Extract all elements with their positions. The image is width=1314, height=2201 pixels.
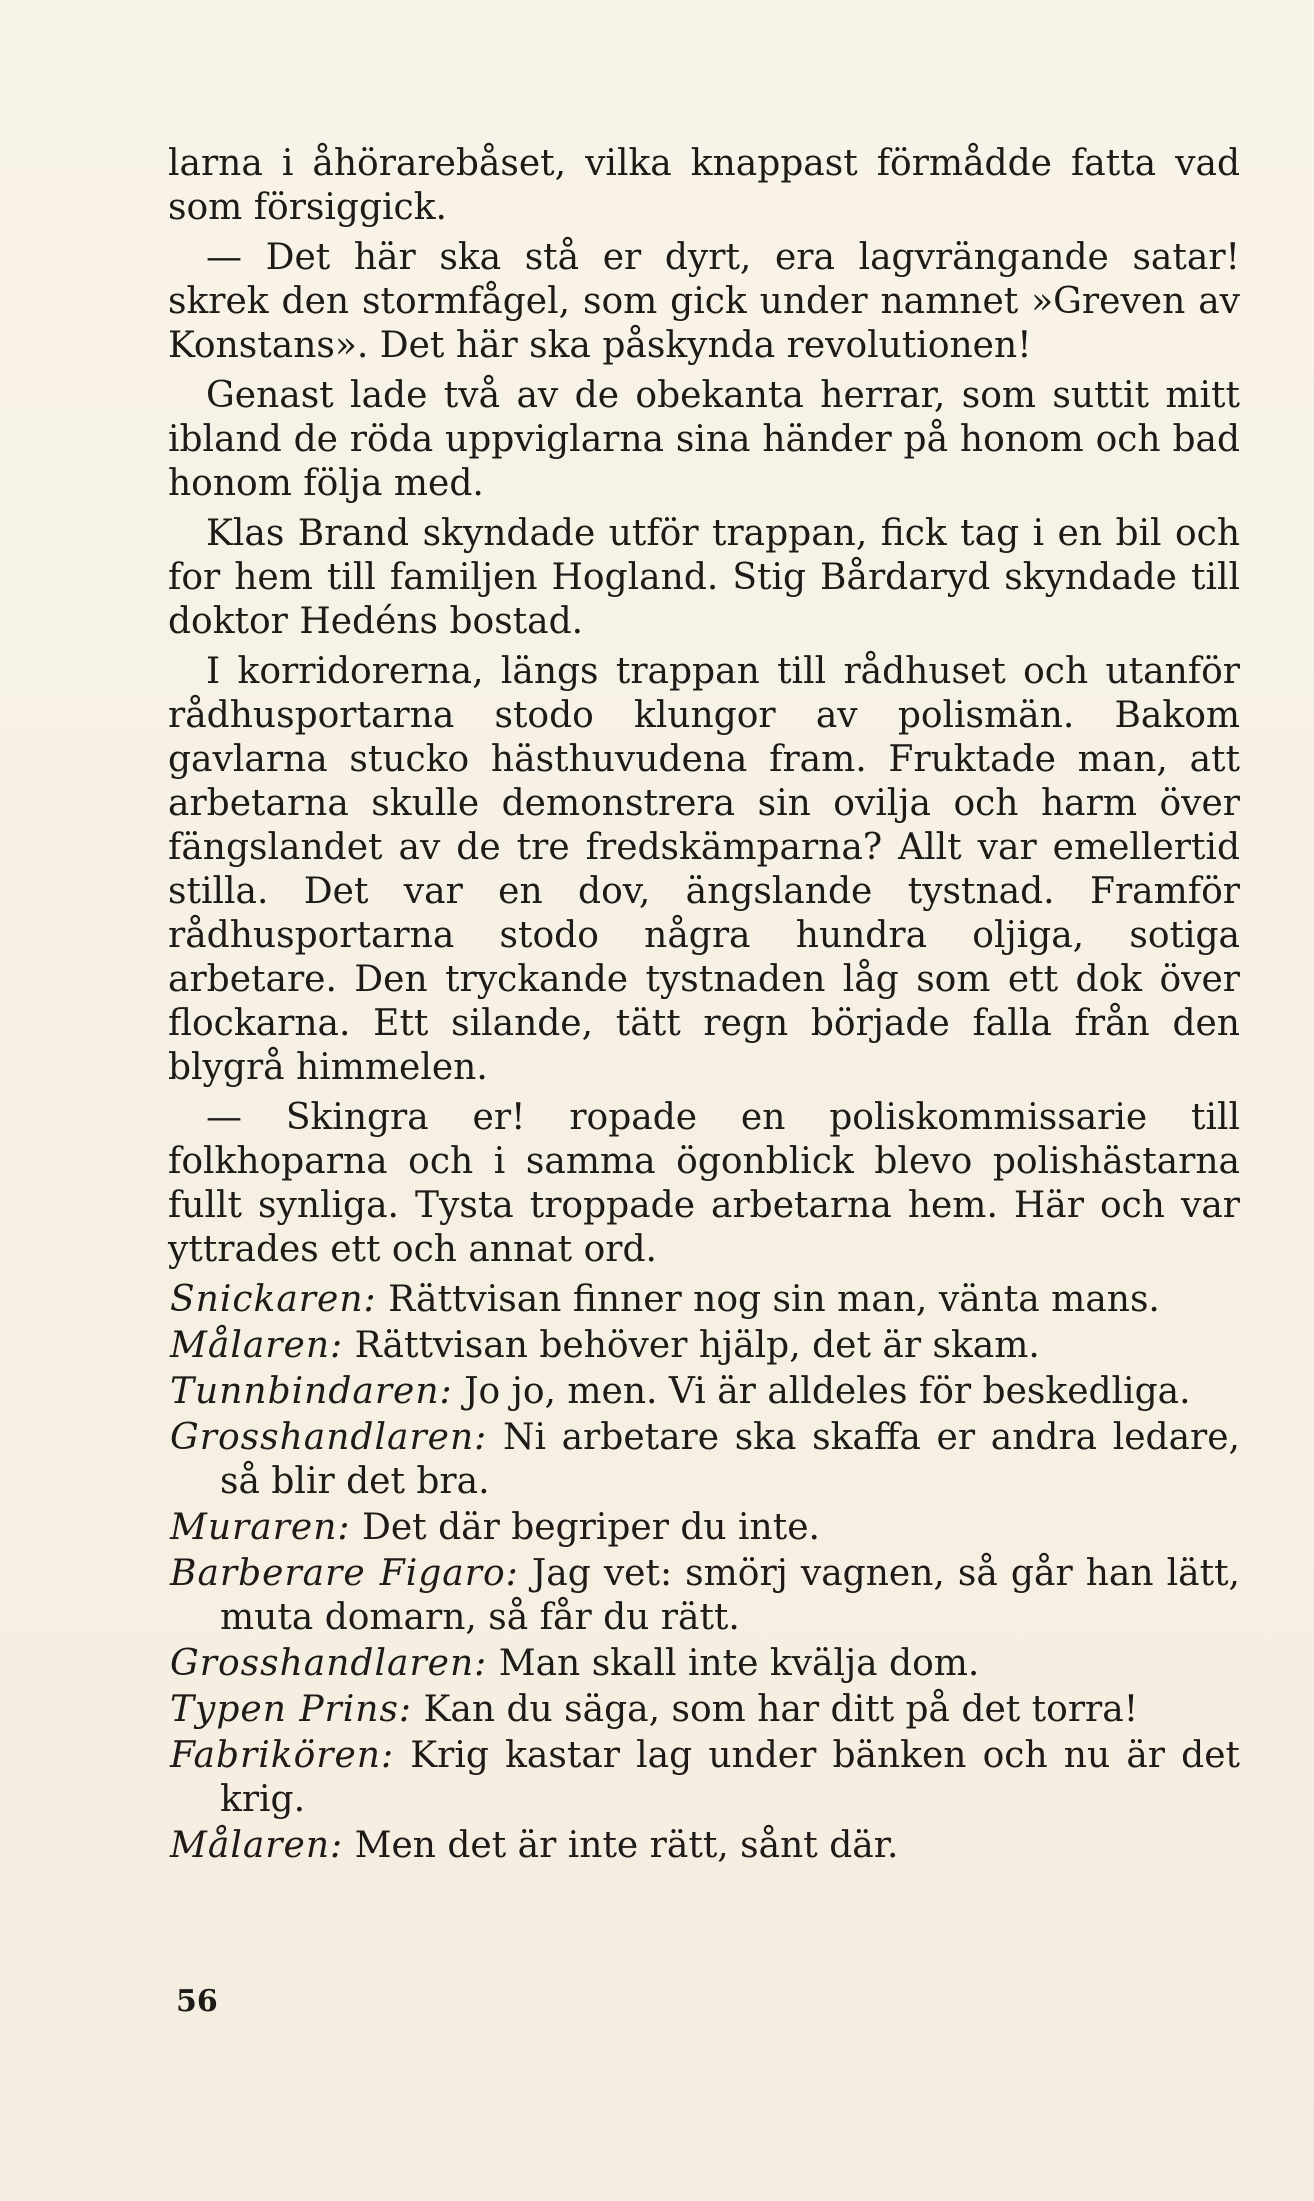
speaker-name: Grosshandlaren: xyxy=(170,1417,488,1458)
dialogue-text: Jag vet: smörj vagnen, så går han lätt, muta domarn, så får du rätt. xyxy=(220,1553,1240,1638)
dialogue-text: Rättvisan finner nog sin man, vänta mans. xyxy=(388,1279,1160,1320)
speaker-name: Målaren: xyxy=(170,1825,344,1866)
speaker-name: Typen Prins: xyxy=(170,1689,413,1730)
dialogue-line xyxy=(168,1324,1240,1368)
dialogue-line xyxy=(168,1642,1240,1686)
dialogue-text: Men det är inte rätt, sånt där. xyxy=(354,1825,899,1866)
page-number: 56 xyxy=(176,1984,218,2019)
dialogue-line xyxy=(168,1688,1240,1732)
speaker-name: Barberare Figaro: xyxy=(170,1553,519,1594)
dialogue-line xyxy=(168,1278,1240,1322)
speaker-name: Snickaren: xyxy=(170,1279,377,1320)
page-body-text xyxy=(168,142,1240,1870)
dialogue-line xyxy=(168,1416,1240,1504)
speaker-name: Muraren: xyxy=(170,1507,351,1548)
paragraph-4: Klas Brand skyndade utför trappan, fick tag i en bil och for hem till familjen Hogland. Stig Bårdaryd skyndade till doktor Hedéns bostad. xyxy=(168,513,1240,642)
dialogue-line xyxy=(168,1552,1240,1640)
paragraph-1: larna i åhörarebåset, vilka knappast förmådde fatta vad som försiggick. xyxy=(168,143,1240,228)
dialogue-line xyxy=(168,1506,1240,1550)
speaker-name: Tunnbindaren: xyxy=(170,1371,453,1412)
dialogue-text: Kan du säga, som har ditt på det torra! xyxy=(423,1689,1139,1730)
dialogue-line xyxy=(168,1370,1240,1414)
speaker-name: Målaren: xyxy=(170,1325,344,1366)
speaker-name: Fabrikören: xyxy=(170,1735,395,1776)
dialogue-text: Man skall inte kvälja dom. xyxy=(498,1643,980,1684)
dialogue-text: Det där begriper du inte. xyxy=(362,1507,820,1548)
dialogue-text: Krig kastar lag under bänken och nu är det krig. xyxy=(220,1735,1240,1820)
paragraph-5: I korridorerna, längs trappan till rådhuset och utanför rådhusportarna stodo klungor av polismän. Bakom gavlarna stucko hästhuvudena fram. Fruktade man, att arbetarna skulle demonstrera sin ovilja och harm över fängslandet av de tre fredskämparna? Allt var emellertid stilla. Det var en dov, ängslande tystnad. Framför rådhusportarna stodo några hundra oljiga, sotiga arbetare. Den tryckande tystnaden låg som ett dok över flockarna. Ett silande, tätt regn började falla från den blygrå himmelen. xyxy=(168,651,1240,1088)
paragraph-6: — Skingra er! ropade en poliskommissarie till folkhoparna och i samma ögonblick blevo polishästarna fullt synliga. Tysta troppade arbetarna hem. Här och var yttrades ett och annat ord. xyxy=(168,1097,1240,1270)
dialogue-line xyxy=(168,1734,1240,1822)
dialogue-line xyxy=(168,1824,1240,1868)
dialogue-text: Ni arbetare ska skaffa er andra ledare, så blir det bra. xyxy=(220,1417,1240,1502)
paragraph-2: — Det här ska stå er dyrt, era lagvrängande satar! skrek den stormfågel, som gick under namnet »Greven av Konstans». Det här ska påskynda revolutionen! xyxy=(168,237,1240,366)
dialogue-text: Jo jo, men. Vi är alldeles för beskedliga. xyxy=(464,1371,1191,1412)
dialogue-text: Rättvisan behöver hjälp, det är skam. xyxy=(354,1325,1040,1366)
paragraph-3: Genast lade två av de obekanta herrar, som suttit mitt ibland de röda uppviglarna sina händer på honom och bad honom följa med. xyxy=(168,375,1240,504)
speaker-name: Grosshandlaren: xyxy=(170,1643,488,1684)
